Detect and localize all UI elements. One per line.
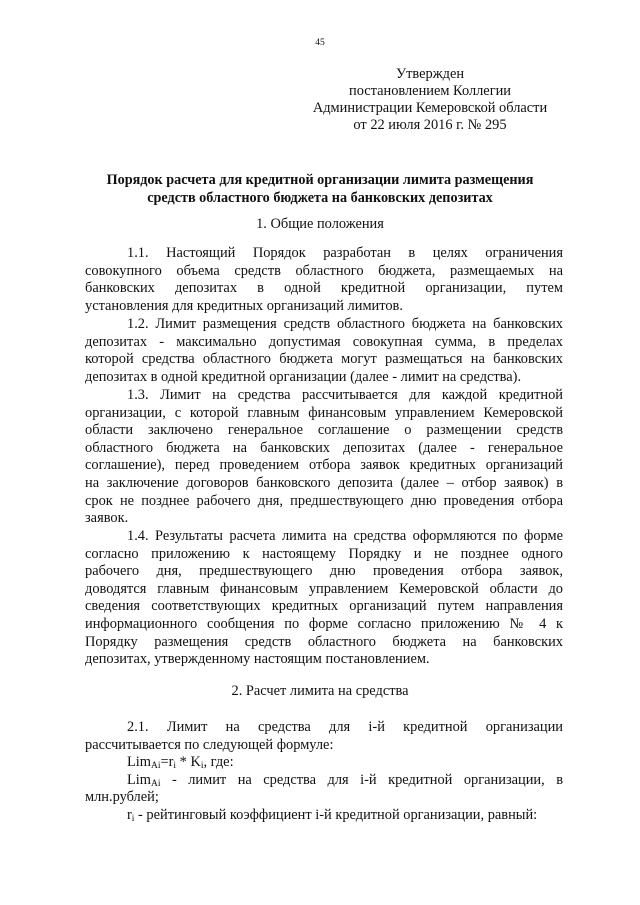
section-2-heading: 2. Расчет лимита на средства [231,683,409,699]
formula-text: * K [176,754,201,771]
paragraph-2-1 [85,719,563,825]
text-line: области заключено генеральное соглашение о размещении средств [85,422,563,439]
definition-r [85,807,563,825]
text-line: согласно приложению к настоящему Порядку и не позднее одного [85,545,563,562]
page-number: 45 [315,38,325,48]
text-line: 1.4. Результаты расчета лимита на средства оформляются по форме [127,528,563,544]
definition-lim [85,772,563,790]
approval-line: Утвержден [395,66,465,82]
paragraph-1-1 [85,245,563,315]
text-line: совокупного объема средств областного бюджета, размещаемых на [85,262,563,279]
text-line: 1.3. Лимит на средства рассчитывается для каждой кредитной [127,387,563,403]
title-line: Порядок расчета для кредитной организации лимита размещения [106,172,534,188]
text-line: доводятся главным финансовым управлением Кемеровской области до [85,580,563,597]
approval-line: от 22 июля 2016 г. № 295 [353,117,507,133]
text-line: на заключение договоров банковского депозита (далее – отбор заявок) в [85,474,563,491]
text-line: областного бюджета на банковских депозитах (далее - генеральное [85,439,563,456]
definition-text: - рейтинговый коэффициент i-й кредитной организации, равный: [134,806,538,823]
definition-subscript: i [131,813,135,824]
text-line: заявок. [85,510,129,527]
paragraph-1-4 [85,528,563,669]
formula-text: Lim [127,754,151,771]
text-line: информационного сообщения по форме согласно приложению № 4 к [85,615,563,632]
formula-subscript: Ai [150,761,161,772]
text-line: рабочего дня, предшествующего дню проведения отбора заявок, [85,563,563,580]
definition-subscript: Ai [150,778,161,789]
definition-symbol: Lim [127,771,151,788]
text-line: которой средства областного бюджета могут размещаться на банковских [85,351,563,368]
approval-line: постановлением Коллегии [349,83,511,99]
formula-subscript: i [200,761,204,772]
text-line: установления для кредитных организаций лимитов. [85,297,403,314]
text-line: банковских депозитах в одной кредитной организации, путем [85,280,563,297]
section-1-heading: 1. Общие положения [256,216,384,232]
text-line: депозитах, утвержденному настоящим постановлением. [85,651,430,668]
formula-text: =r [160,754,174,771]
text-line: рассчитывается по следующей формуле: [85,736,334,753]
text-line: соглашение), перед проведением отбора заявок кредитных организаций [85,457,563,474]
text-line: 1.2. Лимит размещения средств областного бюджета на банковских [127,316,563,332]
formula-subscript: i [173,761,177,772]
paragraph-1-2 [85,316,563,386]
text-line: депозитах в одной кредитной организации (далее - лимит на средства). [85,368,522,385]
text-line: срок не позднее рабочего дня, предшествующего дню проведения отбора [85,492,563,509]
text-line: сведения соответствующих кредитных организаций путем направления [85,598,563,615]
definition-text: - лимит на средства для i-й кредитной организации, в [160,771,563,788]
formula-text: , где: [203,754,234,771]
definition-symbol: r [127,806,132,823]
text-line: 2.1. Лимит на средства для i-й кредитной организации [127,719,563,735]
text-line: Порядку размещения средств областного бюджета на банковских [85,633,563,650]
text-line: млн.рублей; [85,789,159,806]
text-line: 1.1. Настоящий Порядок разработан в целях ограничения [127,245,563,261]
paragraph-1-3 [85,387,563,528]
approval-stamp [300,66,560,134]
text-line: организации, с которой главным финансовым управлением Кемеровской [85,404,563,421]
formula-lim [85,754,563,772]
document-title [80,171,560,207]
title-line: средств областного бюджета на банковских депозитах [147,190,493,206]
text-line: депозитах - максимально допустимая совокупная сумма, в пределах [85,333,563,350]
approval-line: Администрации Кемеровской области [312,100,548,116]
